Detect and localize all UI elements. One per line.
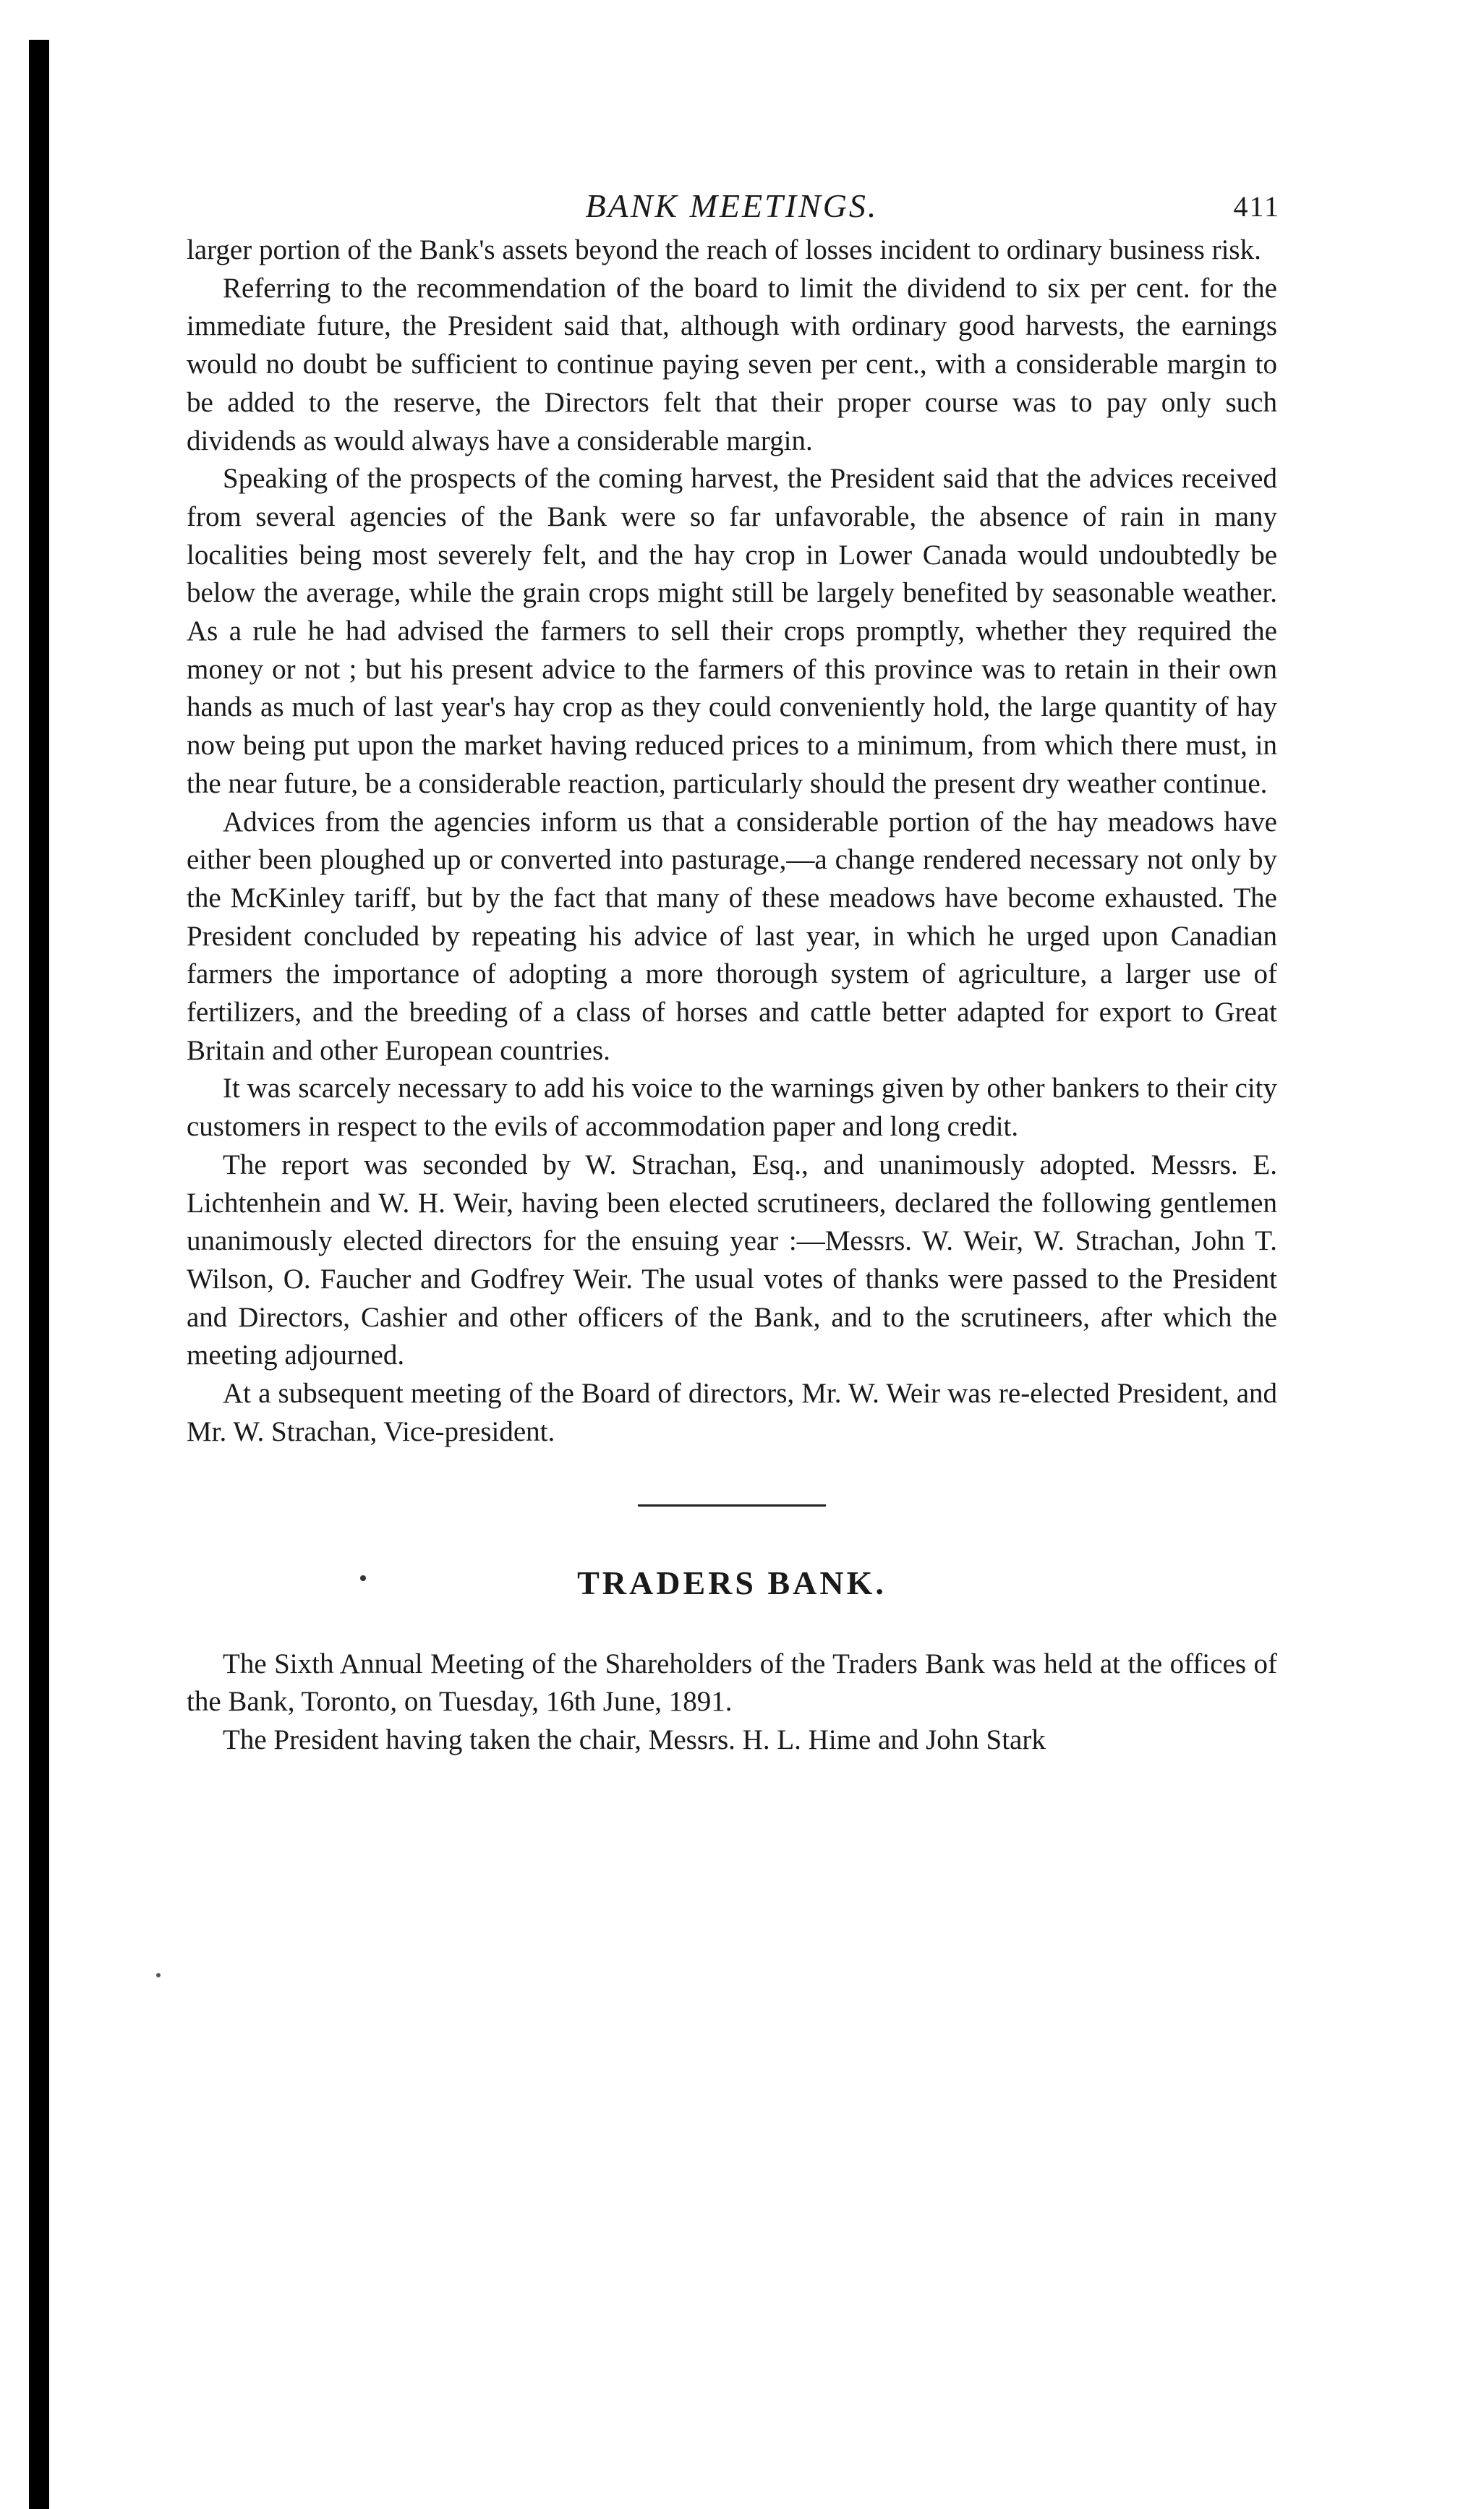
section-divider-rule [638, 1504, 826, 1507]
heading-dot [360, 1575, 366, 1581]
stray-ink-mark [156, 1973, 161, 1977]
paragraph-annual-meeting: The Sixth Annual Meeting of the Shareholders of the Traders Bank was held at the offices of the Bank, Toronto, on Tuesday, 16th June, 1891. [187, 1648, 1277, 1718]
running-head [187, 181, 1280, 231]
running-title: BANK MEETINGS. [585, 187, 879, 224]
paragraph-hay-meadows: Advices from the agencies inform us that a considerable portion of the hay meadows have either been ploughed up or converted into pasturage,—a change rendered necessary not only by the McKinley tariff, but by the fact that many of these meadows have become exhausted. The President concluded by repeating his advice of last year, in which he urged upon Canadian farmers the importance of adopting a more thorough system of agriculture, a larger use of fertilizers, and the breeding of a class of horses and cattle better adapted for export to Great Britain and other European countries. [187, 806, 1277, 1066]
paragraph-warnings: It was scarcely necessary to add his voice to the warnings given by other bankers to their city customers in respect to the evils of accommodation paper and long credit. [187, 1073, 1277, 1143]
section-title: TRADERS BANK. [577, 1564, 887, 1601]
page-binding-edge [29, 40, 49, 2509]
paragraph-board-meeting: At a subsequent meeting of the Board of directors, Mr. W. Weir was re-elected President, and Mr. W. Strachan, Vice-president. [187, 1378, 1277, 1447]
paragraph-harvest: Speaking of the prospects of the coming harvest, the President said that the advices received from several agencies of the Bank were so far unfavorable, the absence of rain in many localities being most severely felt, and the hay crop in Lower Canada would undoubtedly be below the average, while the grain crops might still be largely benefited by seasonable weather. As a rule he had advised the farmers to sell their crops promptly, whether they required the money or not ; but his present advice to the farmers of this province was to retain in their own hands as much of last year's hay crop as they could conveniently hold, the large quantity of hay now being put upon the market having reduced prices to a minimum, from which there must, in the near future, be a considerable reaction, particularly should the present dry weather continue. [187, 463, 1277, 799]
page-number: 411 [1233, 190, 1280, 223]
book-page [187, 181, 1280, 1760]
paragraph-dividend: Referring to the recommendation of the board to limit the dividend to six per cent. for the immediate future, the President said that, although with ordinary good harvests, the earnings would no doubt be sufficient to continue paying seven per cent., with a considerable margin to be added to the reserve, the Directors felt that their proper course was to pay only such dividends as would always have a considerable margin. [187, 272, 1277, 456]
paragraph-president-chair: The President having taken the chair, Messrs. H. L. Hime and John Stark [223, 1724, 1046, 1755]
section-heading [187, 1564, 1277, 1602]
paragraph-continued: larger portion of the Bank's assets beyond the reach of losses incident to ordinary business risk. [187, 234, 1261, 265]
paragraph-report-seconded: The report was seconded by W. Strachan, Esq., and unanimously adopted. Messrs. E. Lichtenhein and W. H. Weir, having been elected scrutineers, declared the following gentlemen unanimously elected directors for the ensuing year :—Messrs. W. Weir, W. Strachan, John T. Wilson, O. Faucher and Godfrey Weir. The usual votes of thanks were passed to the President and Directors, Cashier and other officers of the Bank, and to the scrutineers, after which the meeting adjourned. [187, 1149, 1277, 1371]
